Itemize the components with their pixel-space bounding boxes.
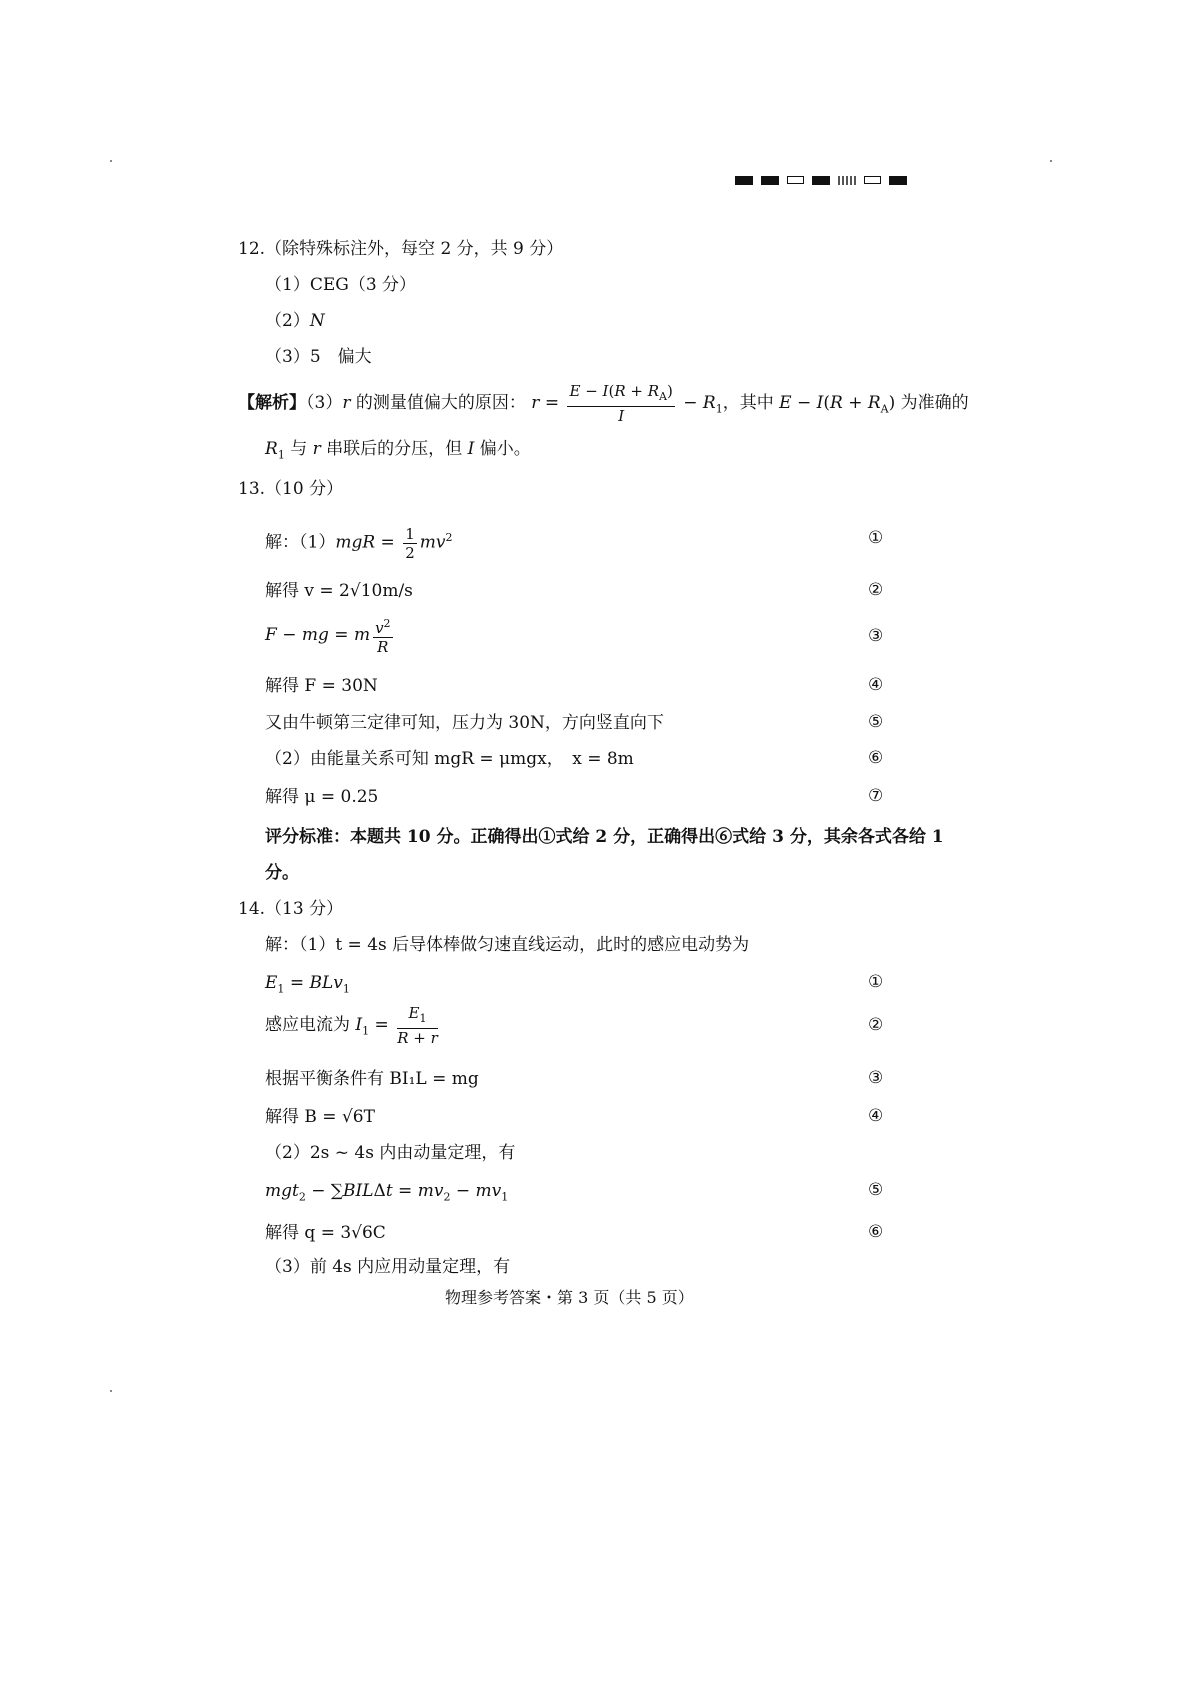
- q14-step-5-intro: （2）2s ~ 4s 内由动量定理，有: [265, 1143, 516, 1163]
- q13-scoring-line1: 评分标准：本题共 10 分。正确得出①式给 2 分，正确得出⑥式给 3 分，其余各式各给 1: [265, 827, 944, 847]
- eq-number-4: ④: [868, 1106, 884, 1126]
- eq-number-5: ⑤: [868, 1180, 884, 1200]
- q12-answer-2-var: N: [309, 311, 325, 331]
- q14-step-1: $E_1 = BLv_1$: [265, 973, 350, 996]
- q13-step-3: F − mg = m $\frac{v^2}{R}$: [265, 617, 391, 656]
- eq-number-7: ⑦: [868, 786, 884, 806]
- q12-answer-2-prefix: （2）: [265, 311, 310, 331]
- q14-step-7-intro: （3）前 4s 内应用动量定理，有: [265, 1257, 511, 1277]
- mark: [761, 176, 779, 185]
- analysis-text: （3）: [306, 393, 343, 413]
- q14-step-6: 解得 q = 3√6C: [265, 1223, 386, 1243]
- q14-step-2: 感应电流为 $I_1$ = $\frac{E_1}{R + r}$: [265, 1004, 438, 1047]
- eq-number-1: ①: [868, 528, 884, 548]
- q12-answer-1: （1）CEG（3 分）: [265, 275, 417, 295]
- mark: [735, 176, 753, 185]
- mark: [889, 176, 907, 185]
- mark: [838, 176, 856, 185]
- header-marks: [735, 176, 907, 185]
- q13-step-1: 解：（1）mgR = $\frac{1}{2}$ $mv^2$: [265, 524, 453, 562]
- analysis-text: 偏小。: [474, 439, 531, 459]
- analysis-text: 串联后的分压，但: [320, 439, 468, 459]
- analysis-tag: 【解析】: [238, 393, 306, 413]
- q13-step-4: 解得 F = 30N: [265, 676, 378, 696]
- q14-step-5: $mgt_2 - \sum BIL\Delta t = mv_2 - mv_1$: [265, 1181, 509, 1204]
- scan-dot: [110, 1390, 112, 1392]
- q14-step-3: 根据平衡条件有 BI₁L = mg: [265, 1069, 479, 1089]
- q12-answer-2: [265, 310, 325, 332]
- eq-number-5: ⑤: [868, 712, 884, 732]
- eq-number-4: ④: [868, 675, 884, 695]
- step-prefix: 解：（1）: [265, 532, 336, 553]
- eq-number-2: ②: [868, 580, 884, 600]
- mark: [812, 176, 830, 185]
- q14-step-4: 解得 B = √6T: [265, 1107, 375, 1127]
- scan-dot: [1050, 160, 1052, 162]
- analysis-text: 的测量值偏大的原因：: [350, 393, 526, 413]
- q13-step-5: 又由牛顿第三定律可知，压力为 30N，方向竖直向下: [265, 713, 664, 733]
- q14-intro: 解：（1）t = 4s 后导体棒做匀速直线运动，此时的感应电动势为: [265, 935, 750, 955]
- fraction-r: $\frac{E - I(R + R_A)}{I}$: [569, 382, 673, 425]
- scan-dot: [110, 160, 112, 162]
- eq-number-6: ⑥: [868, 1222, 884, 1242]
- mark: [787, 176, 804, 184]
- step-prefix: 感应电流为: [265, 1015, 356, 1035]
- q12-answer-3: （3）5 偏大: [265, 347, 372, 367]
- analysis-text: 为准确的: [895, 393, 969, 413]
- q13-header: 13.（10 分）: [238, 479, 344, 499]
- analysis-text: 与: [284, 439, 313, 459]
- page-footer: 物理参考答案・第 3 页（共 5 页）: [445, 1288, 694, 1307]
- q12-analysis-line2: $R_1$ 与 r 串联后的分压，但 I 偏小。: [265, 439, 531, 462]
- q13-step-2: 解得 v = 2√10m/s: [265, 581, 413, 601]
- q12-header: 12.（除特殊标注外，每空 2 分，共 9 分）: [238, 239, 564, 259]
- analysis-text: ，其中: [722, 393, 780, 413]
- q13-step-7: 解得 μ = 0.25: [265, 787, 379, 807]
- eq-number-2: ②: [868, 1015, 884, 1035]
- q13-step-6: （2）由能量关系可知 mgR = μmgx， x = 8m: [265, 749, 634, 769]
- q13-scoring-line2: 分。: [265, 863, 299, 883]
- eq-number-6: ⑥: [868, 748, 884, 768]
- eq-number-1: ①: [868, 972, 884, 992]
- eq-number-3: ③: [868, 626, 884, 646]
- eq-number-3: ③: [868, 1068, 884, 1088]
- mark: [864, 176, 881, 184]
- q12-analysis-line1: 【解析】（3）r 的测量值偏大的原因： r = $\frac{E - I(R + R_A)}{I}$ − $R_1$，其中 $E - I(R + R_A)$ 为准确的: [238, 382, 969, 425]
- q14-header: 14.（13 分）: [238, 899, 344, 919]
